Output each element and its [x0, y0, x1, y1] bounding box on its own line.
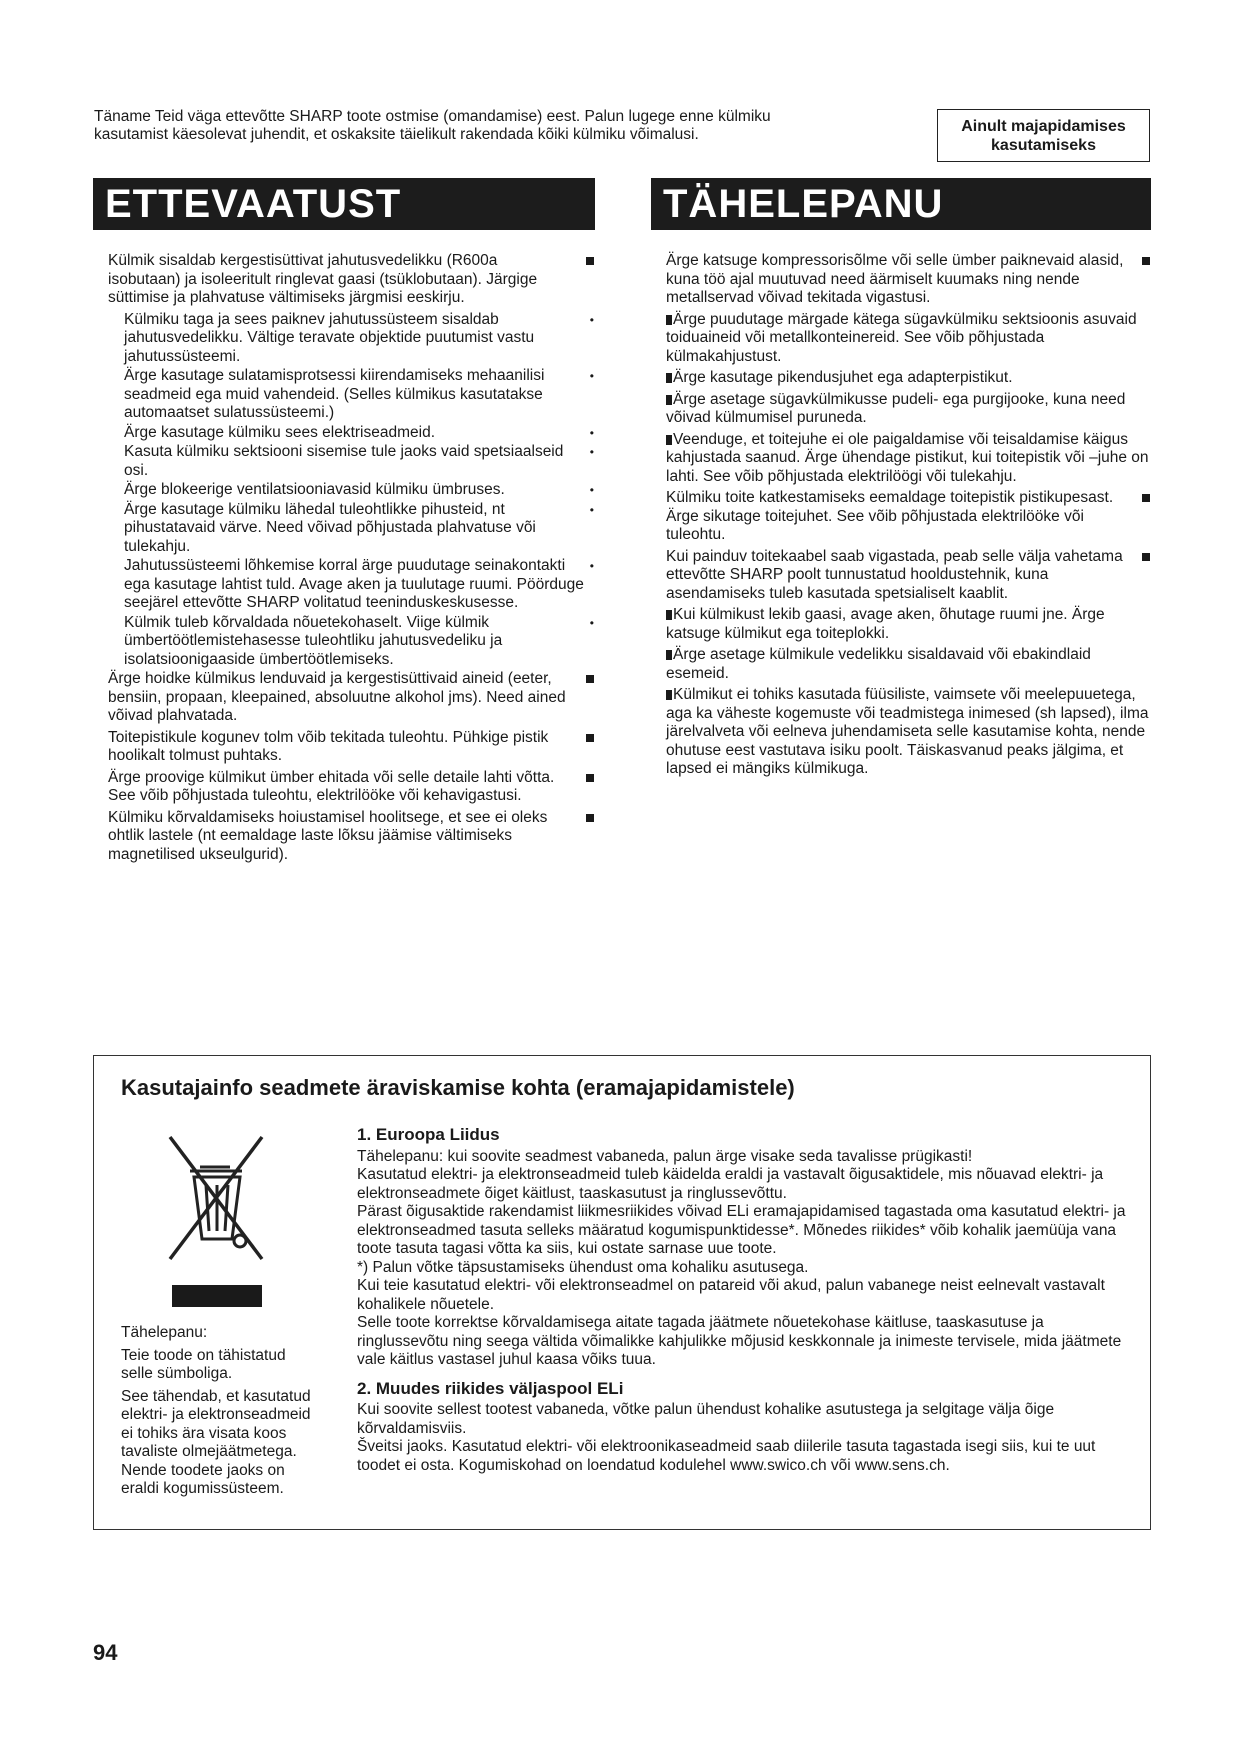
- section-2-paragraph: Kui soovite sellest tootest vabaneda, võtke palun ühendust kohalike asutustega ja selgitage välja õige kõrvaldamisviis.: [357, 1401, 1055, 1437]
- note-label: Tähelepanu:: [121, 1324, 208, 1341]
- attention-item: Ärge kasutage pikendusjuhet ega adapterpistikut.: [666, 369, 1150, 388]
- square-bullet-icon: [586, 774, 594, 782]
- square-bullet-icon: [666, 610, 672, 620]
- caution-subitem: Jahutussüsteemi lõhkemise korral ärge puudutage seinakontakti ega kasutage lahtist tuld. Avage aken ja tuulutage ruumi. Pöörduge seejärel ettevõtte SHARP volitatud teeninduskeskusesse. •: [124, 557, 594, 611]
- disposal-sections: [357, 1126, 1127, 1475]
- square-bullet-icon: [666, 315, 672, 325]
- symbol-note: [121, 1324, 321, 1503]
- dot-bullet-icon: •: [589, 445, 594, 459]
- caution-item: Toitepistikule kogunev tolm võib tekitada tuleohtu. Pühkige pistik hoolikalt tolmust puhtaks.: [108, 729, 594, 766]
- section-1-paragraph: Kui teie kasutatud elektri- või elektronseadmel on patareid või akud, palun vabanege neist eelnevalt vastavalt kohalikele nõuetele.: [357, 1277, 1105, 1313]
- page-number: 94: [93, 1640, 118, 1665]
- intro-line-2: kasutamist käesolevat juhendit, et oskaksite täielikult rakendada kõiki külmiku võimalusi.: [94, 126, 699, 143]
- caution-subitem: Külmiku taga ja sees paiknev jahutussüsteem sisaldab jahutusvedelikku. Vältige teravate objektide puutumist vastu jahutussüsteemi. •: [124, 310, 594, 365]
- note-text-1: Teie toode on tähistatud selle sümboliga.: [121, 1346, 286, 1382]
- square-bullet-icon: [666, 650, 672, 660]
- attention-column: [666, 252, 1150, 782]
- square-bullet-icon: [586, 675, 594, 683]
- attention-item: Külmiku toite katkestamiseks eemaldage toitepistik pistikupesast. Ärge sikutage toitejuhet. See võib põhjustada elektrilööke või tuleohtu.: [666, 489, 1150, 545]
- badge-line-1: Ainult majapidamises: [961, 117, 1126, 135]
- square-bullet-icon: [666, 435, 672, 445]
- square-bullet-icon: [1142, 494, 1150, 502]
- attention-item: Ärge asetage sügavkülmikusse pudeli- ega purgijooke, kuna need võivad külmumisel puruneda.: [666, 390, 1126, 426]
- attention-item: Külmikut ei tohiks kasutada füüsiliste, vaimsete või meelepuuetega, aga ka väheste kogemuste või teadmistega inimesed (sh lapsed), ilma järelvalveta või eelneva juhendamiseta selle kasutamise kohta, nende ohutuse eest vastutava isiku poolt. Täiskasvanud peaks jälgima, et lapsed ei mängiks külmikuga.: [666, 686, 1149, 777]
- attention-item: Kui painduv toitekaabel saab vigastada, peab selle välja vahetama ettevõtte SHARP poolt tunnustatud hooldustehnik, kuna asendamiseks tuleb kasutada spetsialiselt kaablit.: [666, 548, 1150, 604]
- caution-subitem: Ärge blokeerige ventilatsiooniavasid külmiku ümbruses. •: [124, 481, 594, 498]
- section-1-paragraph: *) Palun võtke täpsustamiseks ühendust oma kohaliku asutusega.: [357, 1258, 809, 1276]
- dot-bullet-icon: •: [589, 559, 594, 573]
- section-1-paragraph: Tähelepanu: kui soovite seadmest vabaneda, palun ärge visake seda tavalisse prügikasti!: [357, 1147, 973, 1165]
- attention-item: Ärge asetage külmikule vedelikku sisaldavaid või ebakindlaid esemeid.: [666, 646, 1091, 682]
- square-bullet-icon: [1142, 553, 1150, 561]
- section-1-paragraph: Pärast õigusaktide rakendamist liikmesriikides võivad ELi eramajapidamised tagastada oma kasutatud elektri- ja elektronseadmed tasuta selleks määratud kogumispunktidesse*. Mõnedes riikides* võib kohalik jaemüüja vana toote tasuta tagasi võtta ka siis, kui ostate sarnase uue toote.: [357, 1203, 1126, 1257]
- square-bullet-icon: [586, 814, 594, 822]
- section-1-paragraph: Kasutatud elektri- ja elektronseadmeid tuleb käidelda eraldi ja vastavalt õigusaktidele, mis nõuavad elektri- ja elektronseadmete õiget käitlust, taaskasutust ja ringlussevõttu.: [357, 1166, 1104, 1202]
- attention-heading: TÄHELEPANU: [651, 178, 1151, 230]
- caution-item: Külmiku kõrvaldamiseks hoiustamisel hoolitsege, et see ei oleks ohtlik lastele (nt eemaldage laste lõksu jäämise vältimiseks magnetilised ukseulgurid).: [108, 809, 594, 865]
- dot-bullet-icon: •: [589, 425, 594, 440]
- section-2-paragraph: Šveitsi jaoks. Kasutatud elektri- või elektroonikaseadmeid saab diilerile tasuta tagastada isegi siis, kui te uut toodet ei osta. Kogumiskohad on loendatud kodulehel www.swico.ch või www.sens.ch.: [357, 1438, 1096, 1474]
- caution-item: Ärge hoidke külmikus lenduvaid ja kergestisüttivaid aineid (eeter, bensiin, propaan, kleepained, absoluutne alkohol jms). Need ained võivad plahvatada.: [108, 670, 594, 726]
- dot-bullet-icon: •: [589, 502, 594, 517]
- square-bullet-icon: [586, 734, 594, 742]
- intro-text: [94, 108, 884, 144]
- caution-subitem: Ärge kasutage sulatamisprotsessi kiirendamiseks mehaanilisi seadmeid ega muid vahendeid. (Selles külmikus kasutatakse automaatset sulatussüsteemi.) •: [124, 367, 594, 421]
- attention-item: Ärge katsuge kompressorisõlme või selle ümber paiknevaid alasid, kuna töö ajal muutuvad need äärmiselt kuumaks ning nende metallservad võivad tekitada vigastusi.: [666, 252, 1150, 308]
- disposal-title: Kasutajainfo seadmete äraviskamise kohta (eramajapidamistele): [121, 1075, 795, 1100]
- square-bullet-icon: [1142, 257, 1150, 265]
- caution-subitem: Kasuta külmiku sektsiooni sisemise tule jaoks vaid spetsiaalseid osi. •: [124, 443, 594, 479]
- caution-column: [108, 252, 594, 867]
- caution-item: Külmik sisaldab kergestisüttivat jahutusvedelikku (R600a isobutaan) ja isoleeritult ringlevat gaasi (tsüklobutaan). Järgige süttimise ja plahvatuse vältimiseks järgmisi eeskirju.: [108, 252, 594, 308]
- caution-subitem: Ärge kasutage külmiku lähedal tuleohtlikke pihusteid, nt pihustatavaid värve. Need võivad põhjustada plahvatuse või tulekahju. •: [124, 500, 594, 555]
- section-2-heading: 2. Muudes riikides väljaspool ELi: [357, 1378, 624, 1398]
- caution-item: Ärge proovige külmikut ümber ehitada või selle detaile lahti võtta. See võib põhjustada tuleohtu, elektrilööke või kehavigastusi.: [108, 769, 594, 806]
- dot-bullet-icon: •: [589, 615, 594, 630]
- dot-bullet-icon: •: [589, 483, 594, 497]
- attention-item: Kui külmikust lekib gaasi, avage aken, õhutage ruumi jne. Ärge katsuge külmikut ega toiteplokki.: [666, 606, 1105, 642]
- section-1-paragraph: Selle toote korrektse kõrvaldamisega aitate tagada jäätmete nõuetekohase käitluse, taaskasutuse ja ringlussevõtu ning seega vältida võimalikke kahjulikke mõjusid keskkonnale ja inimeste tervisele, mida jäätmete vale käitlus vastasel juhul kaasa võiks tuua.: [357, 1314, 1122, 1368]
- dot-bullet-icon: •: [589, 369, 594, 383]
- badge-line-2: kasutamiseks: [991, 136, 1096, 154]
- square-bullet-icon: [666, 373, 672, 383]
- crossed-out-wheelie-bin-icon: [164, 1131, 269, 1311]
- caution-subitem: Külmik tuleb kõrvaldada nõuetekohaselt. Viige külmik ümbertöötlemistehasesse tuleohtliku jahutusvedeliku ja isolatsioonigaaside ümbertöötlemiseks. •: [124, 613, 594, 668]
- caution-subitem: Ärge kasutage külmiku sees elektriseadmeid. •: [124, 423, 594, 441]
- caution-heading: ETTEVAATUST: [93, 178, 595, 230]
- square-bullet-icon: [666, 395, 672, 405]
- attention-item: Veenduge, et toitejuhe ei ole paigaldamise või teisaldamise käigus kahjustada saanud. Ärge ühendage pistikut, kui toitepistik või –juhe on lahti. See võib põhjustada elektrilöögi või tulekahju.: [666, 430, 1149, 485]
- attention-item: Ärge puudutage märgade kätega sügavkülmiku sektsioonis asuvaid toiduaineid või metallkonteinereid. See võib põhjustada külmakahjustust.: [666, 310, 1137, 365]
- disposal-info-box: [93, 1055, 1151, 1530]
- intro-line-1: Täname Teid väga ettevõtte SHARP toote ostmise (omandamise) eest. Palun lugege enne külmiku: [94, 108, 771, 125]
- household-use-badge: [937, 109, 1150, 162]
- square-bullet-icon: [586, 257, 594, 265]
- dot-bullet-icon: •: [589, 312, 594, 327]
- section-1-heading: 1. Euroopa Liidus: [357, 1125, 500, 1144]
- note-text-2: See tähendab, et kasutatud elektri- ja elektronseadmeid ei tohiks ära visata koos tavaliste olmejäätmetega. Nende toodete jaoks on eraldi kogumissüsteem.: [121, 1387, 311, 1497]
- square-bullet-icon: [666, 690, 672, 700]
